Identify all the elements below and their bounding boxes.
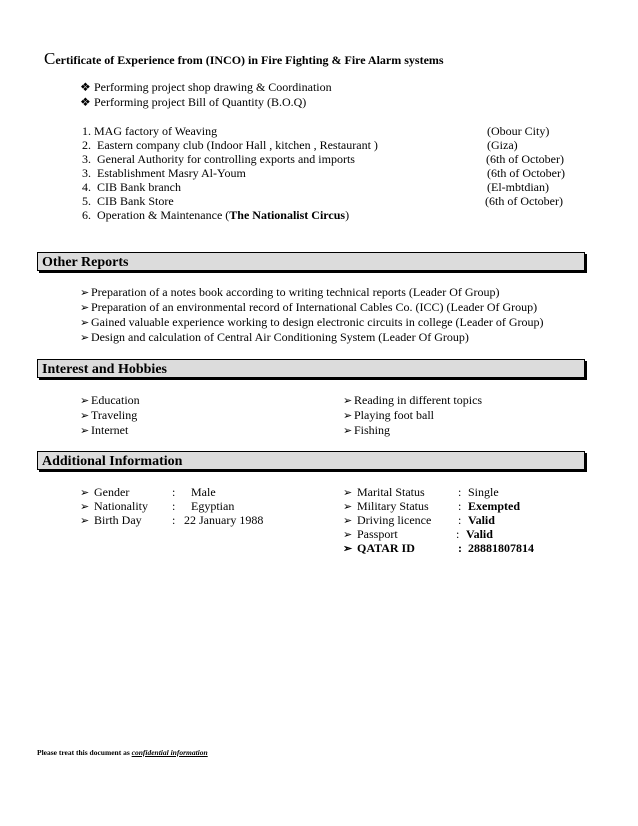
arrow-bullet-icon: ➢ <box>343 515 353 527</box>
project-item: 2. Eastern company club (Indoor Hall , kitchen , Restaurant ) <box>82 138 378 152</box>
info-value: Male <box>191 485 216 499</box>
info-label: ➢ Passport <box>343 527 398 541</box>
info-value: Valid <box>468 513 495 527</box>
arrow-bullet-icon: ➢ <box>80 487 90 499</box>
confidential-label: confidential information <box>131 748 208 757</box>
info-label: ➢ Gender <box>80 485 130 499</box>
footer-note: Please treat this document as confidential information <box>37 748 208 757</box>
project-item: 1. MAG factory of Weaving <box>82 124 218 138</box>
hobby-item: ➢ Traveling <box>80 408 138 422</box>
arrow-bullet-icon: ➢ <box>343 410 353 422</box>
hobby-item: ➢ Fishing <box>343 423 391 437</box>
title-text: ertificate of Experience from (INCO) in Fire Fighting & Fire Alarm systems <box>55 53 444 67</box>
arrow-bullet-icon: ➢ <box>80 317 90 329</box>
info-label: ➢ Nationality <box>80 499 148 513</box>
arrow-bullet-icon: ➢ <box>343 501 353 513</box>
arrow-bullet-icon: ➢ <box>80 302 90 314</box>
project-item: 5. CIB Bank Store <box>82 194 174 208</box>
project-city: (El-mbtdian) <box>487 180 549 194</box>
info-colon: : <box>456 527 460 541</box>
arrow-bullet-icon: ➢ <box>343 425 353 437</box>
project-city: (6th of October) <box>486 152 564 166</box>
project-city: (Obour City) <box>487 124 550 138</box>
info-colon: : <box>458 513 462 527</box>
project-item: 3. General Authority for controlling exports and imports <box>82 152 355 166</box>
arrow-bullet-icon: ➢ <box>80 332 90 344</box>
arrow-bullet-icon: ➢ <box>343 529 353 541</box>
report-item: ➢ Preparation of an environmental record of International Cables Co. (ICC) (Leader Of Group) <box>80 300 538 314</box>
arrow-bullet-icon: ➢ <box>80 515 90 527</box>
info-value: Valid <box>466 527 493 541</box>
hobby-item: ➢ Education <box>80 393 140 407</box>
arrow-bullet-icon: ➢ <box>343 395 353 407</box>
hobby-item: ➢ Internet <box>80 423 129 437</box>
title-initial: C <box>44 49 56 68</box>
section-heading-interests: Interest and Hobbies <box>37 359 585 378</box>
info-colon: : <box>458 541 462 555</box>
info-label: ➢ Driving licence <box>343 513 432 527</box>
project-city: (Giza) <box>487 138 518 152</box>
info-value: Egyptian <box>191 499 235 513</box>
arrow-bullet-icon: ➢ <box>80 410 90 422</box>
info-label: ➢ Birth Day <box>80 513 142 527</box>
project-item: 6. Operation & Maintenance (The Nationalist Circus) <box>82 208 350 222</box>
arrow-bullet-icon: ➢ <box>80 395 90 407</box>
info-value: 28881807814 <box>468 541 534 555</box>
section-heading-other-reports: Other Reports <box>37 252 585 271</box>
hobby-item: ➢ Reading in different topics <box>343 393 483 407</box>
info-value: Exempted <box>468 499 520 513</box>
report-item: ➢ Design and calculation of Central Air Conditioning System (Leader Of Group) <box>80 330 469 344</box>
project-city: (6th of October) <box>485 194 563 208</box>
report-item: ➢ Gained valuable experience working to design electronic circuits in college (Leader of Group) <box>80 315 544 329</box>
info-colon: : <box>172 513 176 527</box>
info-value: 22 January 1988 <box>184 513 264 527</box>
info-colon: : <box>458 485 462 499</box>
diamond-bullet-icon: ❖ <box>80 95 91 109</box>
arrow-bullet-icon: ➢ <box>80 287 90 299</box>
arrow-bullet-icon: ➢ <box>80 501 90 513</box>
project-item: 4. CIB Bank branch <box>82 180 181 194</box>
project-highlight: The Nationalist Circus <box>229 208 346 222</box>
arrow-bullet-icon: ➢ <box>343 543 353 555</box>
section-heading-additional: Additional Information <box>37 451 585 470</box>
info-colon: : <box>458 499 462 513</box>
report-item: ➢ Preparation of a notes book according to writing technical reports (Leader Of Group) <box>80 285 500 299</box>
project-city: (6th of October) <box>487 166 565 180</box>
diamond-bullet-icon: ❖ <box>80 80 91 94</box>
bullet-item: ❖ Performing project shop drawing & Coordination <box>80 80 332 94</box>
info-label: ➢ QATAR ID <box>343 541 415 555</box>
bullet-item: ❖ Performing project Bill of Quantity (B.O.Q) <box>80 95 307 109</box>
info-label: ➢ Marital Status <box>343 485 425 499</box>
info-label: ➢ Military Status <box>343 499 429 513</box>
info-colon: : <box>172 499 176 513</box>
info-colon: : <box>172 485 176 499</box>
hobby-item: ➢ Playing foot ball <box>343 408 434 422</box>
arrow-bullet-icon: ➢ <box>80 425 90 437</box>
arrow-bullet-icon: ➢ <box>343 487 353 499</box>
certificate-title <box>44 49 444 69</box>
project-item: 3. Establishment Masry Al-Youm <box>82 166 246 180</box>
info-value: Single <box>468 485 499 499</box>
